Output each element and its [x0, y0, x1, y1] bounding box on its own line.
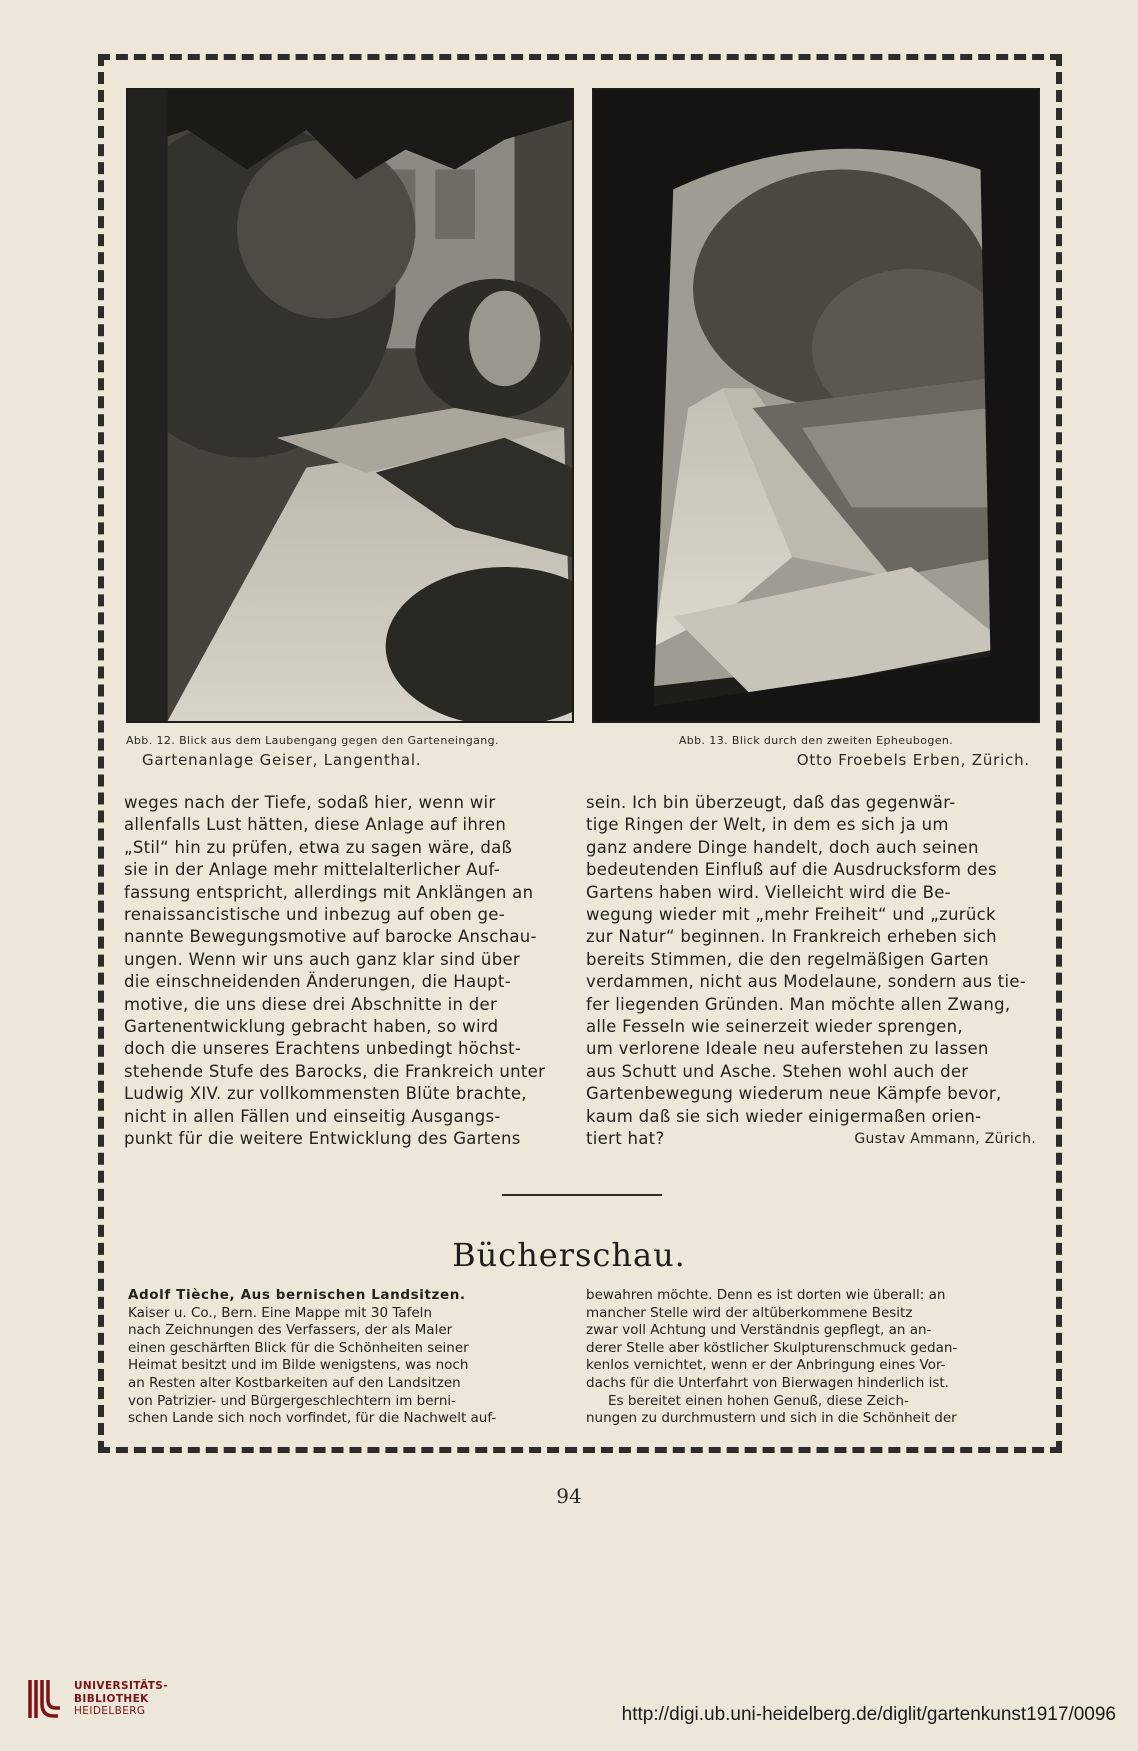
text-line: dachs für die Unterfahrt von Bierwagen hinderlich ist. [586, 1374, 949, 1391]
text-line: weges nach der Tiefe, sodaß hier, wenn wir [124, 793, 496, 812]
text-line: Gartens haben wird. Vielleicht wird die Be- [586, 882, 951, 902]
text-line: Heimat besitzt und im Bilde wenigstens, was noch [128, 1357, 469, 1374]
article-column-right [586, 792, 1040, 1151]
review-column-right [586, 1287, 1030, 1428]
page-number: 94 [556, 1484, 582, 1508]
text-line: schen Lande sich noch vorfindet, für die Nachwelt auf- [128, 1410, 497, 1427]
text-line: derer Stelle aber köstlicher Skulpturenschmuck gedan- [586, 1339, 958, 1356]
text-line: bedeutenden Einfluß auf die Ausdrucksform des [586, 860, 997, 880]
text-line: Kaiser u. Co., Bern. Eine Mappe mit 30 Tafeln [128, 1304, 432, 1321]
article-column-left [124, 792, 578, 1151]
text-line: zwar voll Achtung und Verständnis gepflegt, an an- [586, 1322, 932, 1339]
text-line: bereits Stimmen, die den regelmäßigen Garten [586, 949, 989, 969]
text-line: ungen. Wenn wir uns auch ganz klar sind über [124, 949, 521, 969]
text-line: stehende Stufe des Barocks, die Frankreich unter [124, 1061, 546, 1081]
text-line: nungen zu durchmustern und sich in die Schönheit der [586, 1410, 957, 1427]
text-line: nannte Bewegungsmotive auf barocke Anschau- [124, 927, 537, 947]
text-line: tiert hat? [586, 1129, 665, 1149]
text-line: an Resten alter Kostbarkeiten auf den Landsitzen [128, 1374, 461, 1391]
text-line: sein. Ich bin überzeugt, daß das gegenwär- [586, 793, 956, 812]
text-line: zur Natur“ beginnen. In Frankreich erheben sich [586, 927, 997, 947]
text-line: Gartenbewegung wiederum neue Kämpfe bevor, [586, 1084, 1002, 1104]
review-column-left [128, 1287, 572, 1428]
figure-caption-right [592, 734, 1040, 769]
caption-text: Abb. 13. Blick durch den zweiten Epheubogen. [678, 734, 954, 747]
text-line: ganz andere Dinge handelt, doch auch seinen [586, 837, 979, 857]
text-line: mancher Stelle wird der altüberkommene Besitz [586, 1304, 913, 1321]
text-line: motive, die uns diese drei Abschnitte in der [124, 994, 498, 1014]
text-line: die einschneidenden Änderungen, die Haupt- [124, 972, 511, 992]
text-line: allenfalls Lust hätten, diese Anlage auf ihren [124, 815, 507, 835]
caption-credit: Gartenanlage Geiser, Langenthal. [142, 751, 422, 769]
text-line: „Stil“ hin zu prüfen, etwa zu sagen wäre, daß [124, 837, 513, 857]
source-url-link[interactable]: http://digi.ub.uni-heidelberg.de/diglit/gartenkunst1917/0096 [621, 1704, 1116, 1725]
text-line: um verlorene Ideale neu auferstehen zu lassen [586, 1039, 989, 1059]
review-heading: Adolf Tièche, Aus bernischen Landsitzen. [128, 1287, 466, 1303]
text-line: fer liegenden Gründen. Man möchte allen Zwang, [586, 994, 1011, 1014]
section-title: Bücherschau. [452, 1236, 686, 1274]
caption-text: Abb. 12. Blick aus dem Laubengang gegen den Garteneingang. [126, 734, 499, 747]
text-line: punkt für die weitere Entwicklung des Gartens [124, 1129, 521, 1149]
text-line: von Patrizier- und Bürgergeschlechtern im berni- [128, 1392, 457, 1409]
figure-caption-left [126, 734, 574, 769]
library-name-line: BIBLIOTHEK [74, 1692, 149, 1705]
text-line: Ludwig XIV. zur vollkommensten Blüte brachte, [124, 1084, 527, 1104]
text-line: alle Fesseln wie seinerzeit wieder sprengen, [586, 1017, 963, 1037]
caption-credit: Otto Froebels Erben, Zürich. [796, 751, 1030, 769]
section-divider [502, 1194, 662, 1196]
garden-photo-abb-13 [592, 88, 1040, 723]
garden-photo-abb-12 [126, 88, 574, 723]
text-line: einen geschärften Blick für die Schönheiten seiner [128, 1339, 469, 1356]
text-line: kaum daß sie sich wieder einigermaßen orien- [586, 1106, 982, 1126]
text-line: tige Ringen der Welt, in dem es sich ja um [586, 815, 949, 835]
text-line: aus Schutt und Asche. Stehen wohl auch der [586, 1061, 969, 1081]
library-emblem-icon [24, 1676, 64, 1722]
text-line: sie in der Anlage mehr mittelalterlicher Auf- [124, 860, 500, 880]
library-logo[interactable] [24, 1676, 168, 1722]
text-line: nach Zeichnungen des Verfassers, der als Maler [128, 1322, 453, 1339]
library-name-line: HEIDELBERG [74, 1705, 146, 1718]
text-line: nicht in allen Fällen und einseitig Ausgangs- [124, 1106, 501, 1126]
article-author: Gustav Ammann, Zürich. [854, 1131, 1036, 1148]
text-line: wegung wieder mit „mehr Freiheit“ und „zurück [586, 905, 996, 925]
library-name [74, 1680, 168, 1718]
text-line: doch die unseres Erachtens unbedingt höchst- [124, 1039, 522, 1059]
text-line: verdammen, nicht aus Modelaune, sondern aus tie- [586, 972, 1027, 992]
text-line: Es bereitet einen hohen Genuß, diese Zeich- [608, 1392, 909, 1409]
text-line: kenlos vernichtet, wenn er der Anbringung eines Vor- [586, 1357, 946, 1374]
article-signature-line [586, 1128, 1040, 1150]
text-line: Gartenentwicklung gebracht haben, so wird [124, 1017, 499, 1037]
text-line: renaissancistische und inbezug auf oben ge- [124, 905, 505, 925]
text-line: bewahren möchte. Denn es ist dorten wie überall: an [586, 1287, 946, 1303]
library-name-line: UNIVERSITÄTS- [74, 1680, 169, 1693]
text-line: fassung entspricht, allerdings mit Anklängen an [124, 882, 534, 902]
